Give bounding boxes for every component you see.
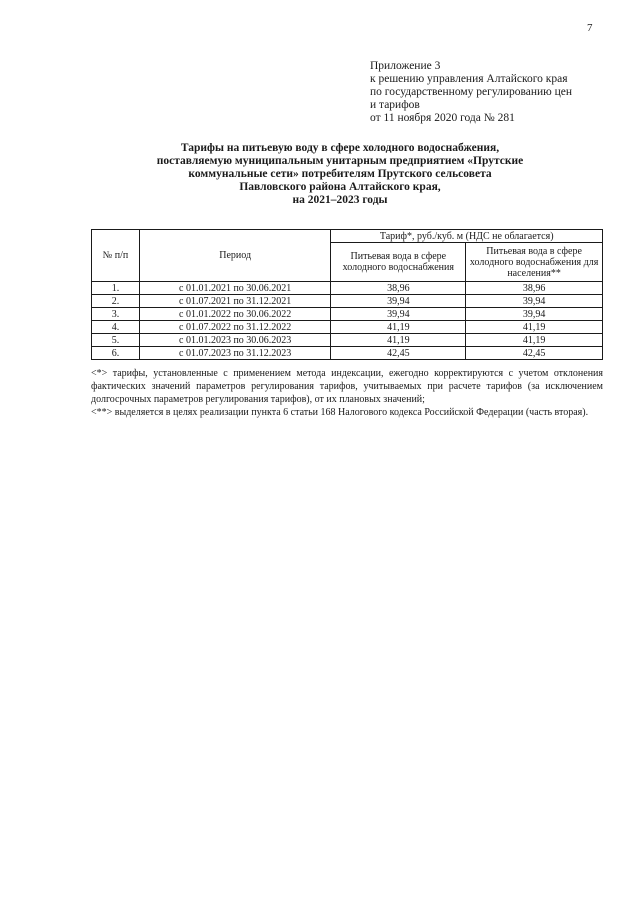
appendix-line: к решению управления Алтайского края <box>370 73 568 85</box>
cell-num: 2. <box>92 295 140 308</box>
title-line: на 2021–2023 годы <box>292 194 388 206</box>
cell-period: с 01.01.2023 по 30.06.2023 <box>139 334 331 347</box>
tariff-table <box>91 229 603 360</box>
cell-period: с 01.07.2023 по 31.12.2023 <box>139 347 331 360</box>
cell-period: с 01.01.2022 по 30.06.2022 <box>139 308 331 321</box>
title-line: поставляемую муниципальным унитарным предприятием «Прутские <box>156 155 524 167</box>
title-line: Павловского района Алтайского края, <box>239 181 441 193</box>
cell-population: 38,96 <box>466 282 603 295</box>
cell-population: 39,94 <box>466 295 603 308</box>
cell-population: 41,19 <box>466 334 603 347</box>
table-row <box>92 295 603 308</box>
cell-population: 41,19 <box>466 321 603 334</box>
cell-general: 38,96 <box>331 282 466 295</box>
appendix-line: от 11 ноября 2020 года № 281 <box>370 112 515 124</box>
cell-general: 41,19 <box>331 321 466 334</box>
cell-general: 39,94 <box>331 308 466 321</box>
table-row <box>92 347 603 360</box>
cell-population: 39,94 <box>466 308 603 321</box>
appendix-line: и тарифов <box>370 99 420 111</box>
footnotes <box>91 367 603 419</box>
cell-period: с 01.07.2021 по 31.12.2021 <box>139 295 331 308</box>
table-row <box>92 282 603 295</box>
header-tariff-group: Тариф*, руб./куб. м (НДС не облагается) <box>331 230 603 243</box>
title-line: коммунальные сети» потребителям Прутского сельсовета <box>188 168 492 180</box>
header-period: Период <box>139 230 331 282</box>
table-row <box>92 334 603 347</box>
appendix-line: по государственному регулированию цен <box>370 86 573 98</box>
table-row <box>92 321 603 334</box>
footnote: <*> тарифы, установленные с применением метода индексации, ежегодно корректируются с учетом отклонения фактических значений параметров регулирования тарифов, учитываемых при расчете тарифов (за исключением долгосрочных параметров регулирования тарифов), от их плановых значений; <box>91 368 603 405</box>
cell-general: 42,45 <box>331 347 466 360</box>
document-title <box>95 142 585 207</box>
header-general: Питьевая вода в сфере холодного водоснабжения <box>331 243 466 282</box>
header-population: Питьевая вода в сфере холодного водоснабжения для населения** <box>466 243 603 282</box>
table-row <box>92 308 603 321</box>
cell-num: 3. <box>92 308 140 321</box>
cell-general: 39,94 <box>331 295 466 308</box>
cell-period: с 01.07.2022 по 31.12.2022 <box>139 321 331 334</box>
appendix-header <box>370 60 620 125</box>
cell-num: 1. <box>92 282 140 295</box>
cell-period: с 01.01.2021 по 30.06.2021 <box>139 282 331 295</box>
table-header-row <box>92 230 603 243</box>
title-line: Тарифы на питьевую воду в сфере холодного водоснабжения, <box>180 142 500 154</box>
header-num: № п/п <box>92 230 140 282</box>
cell-num: 4. <box>92 321 140 334</box>
footnote: <**> выделяется в целях реализации пункта 6 статьи 168 Налогового кодекса Российской Федерации (часть вторая). <box>91 407 589 418</box>
cell-num: 5. <box>92 334 140 347</box>
page-number: 7 <box>587 22 593 34</box>
cell-population: 42,45 <box>466 347 603 360</box>
appendix-line: Приложение 3 <box>370 60 441 72</box>
cell-num: 6. <box>92 347 140 360</box>
cell-general: 41,19 <box>331 334 466 347</box>
